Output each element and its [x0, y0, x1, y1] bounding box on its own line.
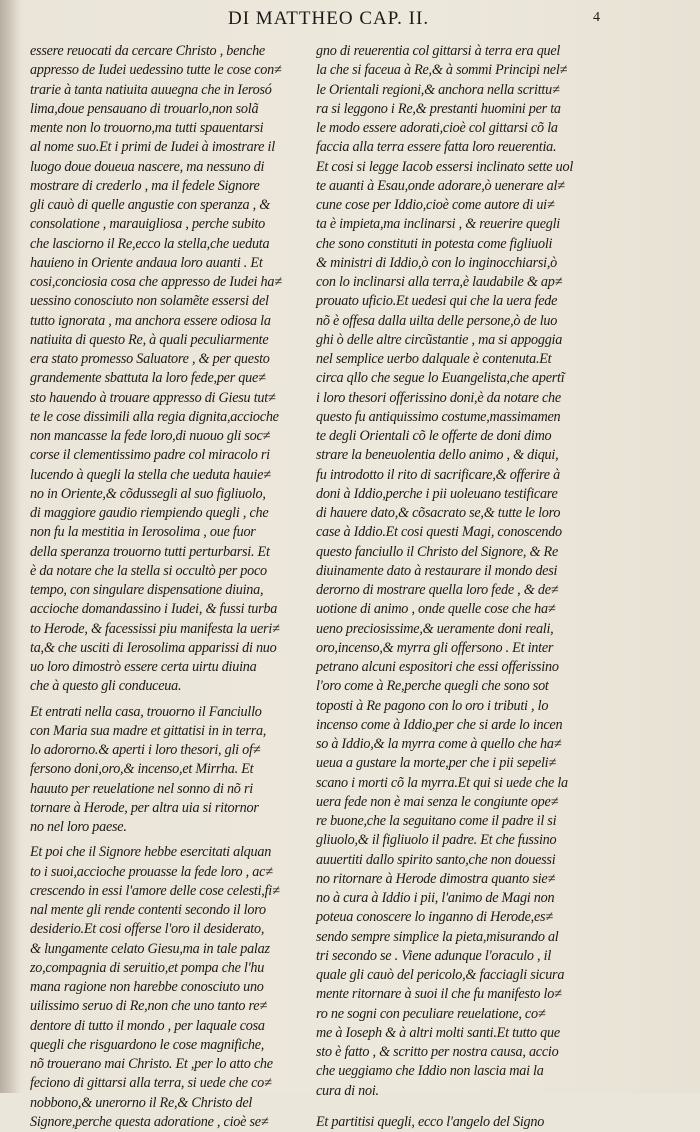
text-line: Signore,perche questa adoratione , cioè se≠	[30, 1113, 269, 1130]
text-line: nõ trouerano mai Christo. Et ,per lo atto che	[30, 1056, 273, 1072]
text-line: prouato uficio.Et uedesi qui che la uera fede	[316, 293, 558, 310]
text-line: derorno di mostrare quella loro fede , & de≠	[316, 582, 559, 598]
text-line: le Orientali regioni,& anchora nella scrittu≠	[316, 81, 560, 98]
text-line: luogo doue doueua nascere, ma nessuno di	[30, 158, 265, 175]
text-line: della speranza trouorno tutti perturbarsi. Et	[30, 543, 270, 560]
text-line: lucendo à quegli la stella che ueduta hauie≠	[30, 466, 271, 483]
text-line: Et entrati nella casa, trouorno il Fanciullo	[30, 703, 262, 720]
text-line: uessino conosciuto non solamẽte essersi del	[30, 293, 269, 310]
right-column	[316, 42, 600, 1132]
text-line: oro,incenso,& myrra gli offersono . Et inter	[316, 639, 554, 656]
text-line: l'oro come à Re,perche quegli che sono sot	[316, 678, 549, 695]
text-line: che à questo gli conduceua.	[30, 678, 182, 695]
text-line: ta è impieta,ma inclinarsi , & reuerire quegli	[316, 216, 560, 233]
text-line: che lasciorno il Re,ecco la stella,che ueduta	[30, 235, 270, 252]
text-line: trarie à tanta natiuita auuegna che in Ierosó	[30, 81, 272, 98]
text-line: case à Iddio.Et cosi questi Magi, conoscendo	[316, 524, 562, 541]
text-line: gli cauò di quelle angustie con speranza , &	[30, 197, 271, 213]
text-line: dentore di tutto il mondo , per laquale cosa	[30, 1017, 265, 1034]
text-line: tornare à Herode, per altra uia si ritornor	[30, 799, 259, 816]
text-line: le modo essere adorati,cioè col gittarsi cõ la	[316, 120, 558, 136]
text-line: sto è fatto , & scritto per nostra causa, accio	[316, 1044, 559, 1060]
text-line: scano i morti cõ la myrra.Et qui si uede che la	[316, 774, 568, 791]
text-line: era stato promesso Saluatore , & per questo	[30, 351, 270, 367]
text-line: petrano alcuni espositori che essi offerissino	[316, 659, 559, 675]
text-line: tri secondo se . Viene adunque l'oraculo , il	[316, 947, 552, 964]
text-line: doni à Iddio,perche i pii uoleuano testificare	[316, 485, 558, 502]
text-line: no à cura à Iddio i pii, l'animo de Magi non	[316, 890, 555, 906]
text-line: grandemente sbattuta la loro fede,per que≠	[30, 370, 266, 387]
text-line: sendo sempre simplice la pieta,misurando al	[316, 928, 559, 945]
text-line: incenso come à Iddio,per che si arde lo incen	[316, 716, 563, 733]
text-line: zo,compagnia di seruitio,et pompa che l'hu	[30, 959, 265, 976]
text-line: lima,doue pensauano di trouarlo,non solã	[30, 100, 259, 117]
text-line: diuinamente dato à restaurare il mondo desi	[316, 562, 558, 579]
text-line: strare la beneuolentia dello animo , & diqui,	[316, 447, 559, 464]
text-line: nõ è offesa dalla uilta delle persone,ò de luo	[316, 312, 558, 329]
text-line: essere reuocati da cercare Christo , benche	[30, 43, 265, 59]
text-line: te auanti à Esau,onde adorare,ò uenerare al≠	[316, 177, 565, 194]
text-line: è da notare che la stella si occultò per poco	[30, 562, 267, 579]
text-line: & ministri di Iddio,ò con lo inginocchiarsi,ò	[316, 254, 557, 271]
text-line: mana ragione non harebbe conosciuto uno	[30, 979, 264, 995]
text-line: nel semplice uerbo dalquale è contenuta.Et	[316, 351, 552, 367]
text-line: ro ne sogni con peculiare reuelatione, co≠	[316, 1005, 546, 1022]
text-line: mostrare di crederlo , ma il fedele Signore	[30, 177, 260, 194]
text-line: ta,& che usciti di Ierosolima apparissi di nuo	[30, 639, 277, 656]
text-line: corse il clementissimo padre col miracolo ri	[30, 447, 270, 464]
text-line: ueua a gustare la morte,per che i pii sepeli≠	[316, 755, 556, 772]
text-line: ra si leggono i Re,& prestanti huomini per ta	[316, 100, 561, 117]
text-line: con Maria sua madre et gittatisi in in terra,	[30, 722, 267, 739]
text-line: che ueggiamo che Iddio non lascia mai la	[316, 1063, 544, 1080]
text-line: fu introdotto il rito di sacrificare,& offerire à	[316, 466, 560, 483]
text-line: crescendo in essi l'amore delle cose celesti,fi≠	[30, 882, 280, 899]
text-line: faccia alla terra essere fatta loro reuerentia.	[316, 139, 557, 156]
text-line: uilissimo seruo di Re,non che uno tanto re≠	[30, 998, 267, 1015]
text-line: Et poi che il Signore hebbe esercitati alquan	[30, 844, 272, 861]
text-line: te le cose dissimili alla regia dignita,accioche	[30, 408, 279, 425]
text-line: questo fanciullo il Christo del Signore, & Re	[316, 543, 559, 560]
gutter-shadow	[0, 0, 22, 1093]
text-line: hauuto per reuelatione nel sonno di nõ ri	[30, 780, 253, 797]
text-line: to i suoi,accioche prouasse la fede loro , ac≠	[30, 863, 273, 880]
text-line: fersono doni,oro,& incenso,et Mirrha. Et	[30, 761, 254, 778]
text-line: appresso de Iudei uedessino tutte le cose con≠	[30, 62, 282, 79]
text-line: natiuita di questo Re, à quali peculiarmente	[30, 331, 269, 348]
text-line: te degli Orientali cõ le offerte de doni dimo	[316, 428, 552, 444]
text-line: nobbono,& unerorno il Re,& Christo del	[30, 1094, 253, 1111]
text-line: auuertiti dallo spirito santo,che non douessi	[316, 851, 556, 868]
text-line: circa qllo che segue lo Euangelista,che apertĩ	[316, 370, 565, 387]
text-line: cune cose per Iddio,cioè come autore di ui≠	[316, 197, 555, 213]
text-line: accioche domandassino i Iudei, & fussi turba	[30, 601, 278, 618]
text-line: no nel loro paese.	[30, 819, 127, 835]
text-line: hauieno in Oriente andaua loro auanti . Et	[30, 254, 263, 271]
left-column	[30, 42, 305, 1132]
text-line: gno di reuerentia col gittarsi à terra era quel	[316, 43, 561, 59]
text-line: so à Iddio,& la myrra come à quello che ha≠	[316, 736, 562, 752]
text-line: no ritornare à Herode dimostra quanto sie≠	[316, 870, 555, 887]
text-line: nal mente gli rende contenti secondo il loro	[30, 902, 266, 918]
text-line: consolatione , marauigliosa , perche subito	[30, 216, 266, 233]
text-line: quegli che risguardono le cose magnifiche,	[30, 1036, 265, 1053]
text-line: che sono constituti in potesta come figliuoli	[316, 235, 553, 252]
text-line: Et cosi si legge Iacob essersi inclinato sette uol	[316, 158, 574, 175]
text-line: toposti à Re pagono con lo oro i tributi , lo	[316, 697, 549, 714]
text-line: questo fu antiquissimo costume,massimamen	[316, 408, 561, 425]
text-line: gliuolo,& il figliuolo il padre. Et che fussino	[316, 832, 557, 849]
text-line: re buone,che la seguitano come il padre il si	[316, 813, 557, 829]
folio-number: 4	[593, 10, 600, 25]
text-line: no in Oriente,& cõdussegli al suo figliuolo,	[30, 485, 266, 502]
page-header	[0, 6, 700, 34]
text-line: tutto ignorata , ma anchora essere odiosa la	[30, 312, 271, 329]
text-line: & lungamente celato Giesu,ma in tale palaz	[30, 940, 270, 957]
text-line: di hauere dato,& cõsacrato se,& tutte le loro	[316, 505, 561, 521]
text-line: al nome suo.Et i primi de Iudei à imostrare il	[30, 139, 275, 156]
text-line: mente ritornare à suoi il che fu manifesto lo≠	[316, 986, 562, 1003]
text-line: me à Ioseph & à altri molti santi.Et tutto que	[316, 1024, 560, 1041]
text-line: poteua conoscere lo inganno di Herode,es≠	[316, 909, 553, 926]
text-line: i loro thesori offerissino doni,è da notare che	[316, 389, 561, 406]
text-line: uo loro dimostrò essere certa uirtu diuina	[30, 659, 257, 675]
text-line: uera fede non è mai senza le congiunte ope≠	[316, 793, 559, 810]
text-line: cura di noi.	[316, 1082, 379, 1099]
text-line: desiderio.Et cosi offerse l'oro il desiderato,	[30, 921, 265, 938]
text-line: con lo inclinarsi alla terra,è laudabile & ap≠	[316, 274, 563, 290]
text-line: lo adororno.& aperti i loro thesori, gli of≠	[30, 742, 261, 758]
text-line: to Herode, & facessissi piu manifesta la ueri≠	[30, 620, 280, 637]
text-line: cosi,conciosia cosa che appresso de Iudei ha≠	[30, 274, 282, 290]
text-line: non fu la mestitia in Ierosolima , oue fuor	[30, 524, 256, 541]
text-line: Et partitisi quegli, ecco l'angelo del Signo	[316, 1113, 545, 1130]
text-line: quale gli cauò del pericolo,& facciagli sicura	[316, 967, 565, 983]
text-line: di maggiore gaudio riempiendo quegli , che	[30, 505, 269, 521]
running-head: DI MATTHEO CAP. II.	[228, 8, 430, 29]
text-line: uotione di animo , onde quelle cose che ha≠	[316, 601, 556, 618]
text-line: non mancasse la fede loro,di nuouo gli soc≠	[30, 428, 271, 444]
text-line: la che si faceua à Re,& à sommi Principi nel≠	[316, 62, 568, 79]
text-line: mente non lo trouorno,ma tutti spauentarsi	[30, 120, 264, 136]
text-line: ghi ò delle altre circũstantie , ma si appoggia	[316, 331, 563, 348]
text-line: sto hauendo à trouare appresso di Giesu tut≠	[30, 389, 276, 406]
text-line: feciono di gittarsi alla terra, si uede che co≠	[30, 1075, 272, 1092]
text-line: ueno preciosissime,& ueramente doni reali,	[316, 620, 554, 637]
text-line: tempo, con singulare dispensatione diuina,	[30, 582, 264, 598]
